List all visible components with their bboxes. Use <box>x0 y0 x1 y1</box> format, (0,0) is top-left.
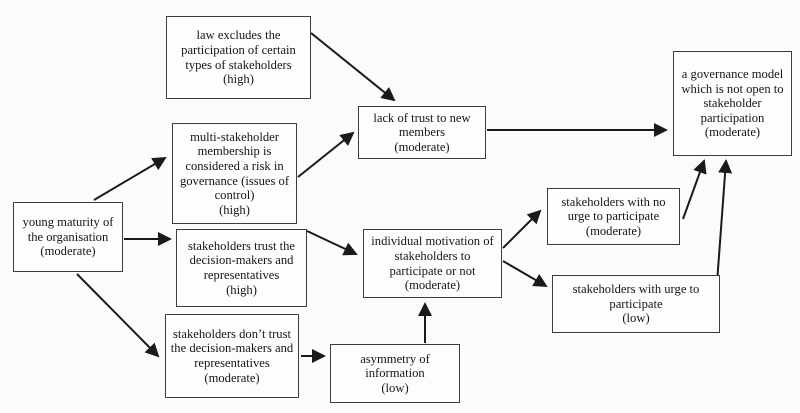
node-label: multi-stakeholder membership is considered a risk in governance (issues of control) <box>179 129 290 203</box>
node-rating: (moderate) <box>40 244 96 259</box>
node-label: asymmetry of information <box>360 351 430 381</box>
node-rating: (moderate) <box>394 139 450 154</box>
arrow-multi-risk-to-lack-of-trust <box>298 133 353 177</box>
node-lack-of-trust <box>358 106 486 159</box>
arrow-trust-to-individual-motivation <box>307 231 356 254</box>
node-label: lack of trust to new members <box>373 110 471 140</box>
node-rating: (moderate) <box>204 370 260 385</box>
node-young-maturity <box>13 202 123 272</box>
node-stakeholders-trust <box>176 229 307 307</box>
arrow-urge-to-governance <box>717 161 726 283</box>
arrow-young-maturity-to-multi-risk <box>94 158 165 200</box>
node-rating: (low) <box>381 380 409 395</box>
node-stakeholders-no-urge <box>547 188 680 245</box>
node-label: stakeholders with urge to participate <box>572 282 700 311</box>
arrow-law-to-lack-of-trust <box>311 33 394 100</box>
node-stakeholders-dont-trust <box>165 314 299 398</box>
node-law-excludes <box>166 16 311 99</box>
node-label: law excludes the participation of certain types of stakeholders <box>181 28 296 72</box>
node-label: young maturity of the organisation <box>22 215 114 244</box>
arrow-young-maturity-to-dont-trust <box>77 274 158 356</box>
node-label: stakeholders don’t trust the decision-makers and representatives <box>170 326 294 370</box>
node-label: individual motivation of stakeholders to participate or not <box>371 234 494 278</box>
node-asymmetry-information <box>330 344 460 403</box>
node-label: a governance model which is not open to stakeholder participation <box>681 67 784 125</box>
arrow-individual-motivation-to-urge <box>503 261 546 286</box>
node-individual-motivation <box>363 229 502 298</box>
node-rating: (high) <box>226 282 257 297</box>
node-rating: (moderate) <box>404 278 461 293</box>
node-rating: (low) <box>622 311 650 326</box>
node-label: stakeholders trust the decision-makers and representatives <box>187 238 296 282</box>
node-multi-stakeholder-risk <box>172 123 297 224</box>
node-governance-model <box>673 51 792 156</box>
node-rating: (moderate) <box>704 125 761 140</box>
node-rating: (high) <box>219 202 250 217</box>
node-label: stakeholders with no urge to participate <box>561 194 666 224</box>
arrow-no-urge-to-governance <box>683 161 704 219</box>
arrow-individual-motivation-to-no-urge <box>503 211 540 248</box>
node-rating: (moderate) <box>585 223 642 238</box>
node-rating: (high) <box>223 72 254 87</box>
node-stakeholders-urge <box>552 275 720 333</box>
